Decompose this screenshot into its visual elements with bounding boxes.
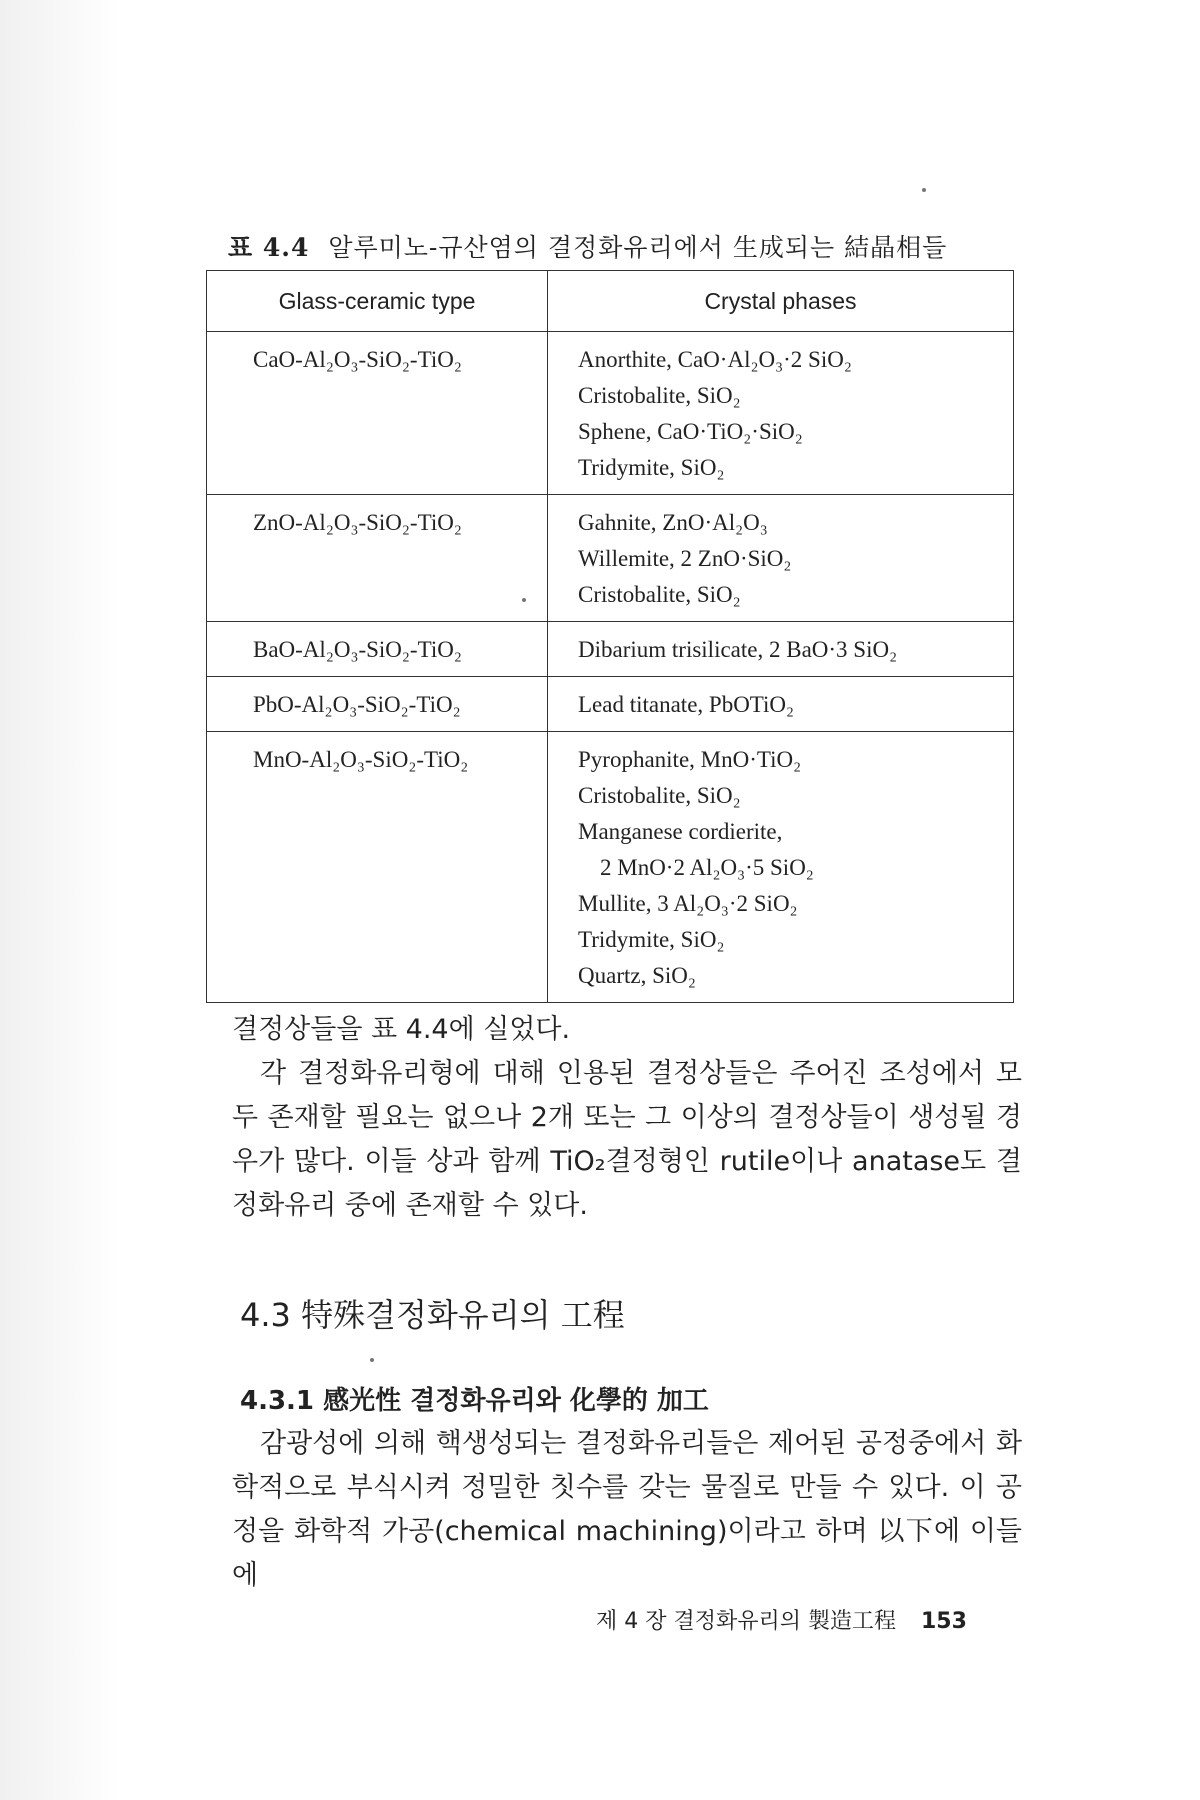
- glass-type-cell: BaO-Al₂O₃-SiO₂-TiO₂: [207, 622, 548, 677]
- table-caption: [228, 228, 947, 264]
- crystal-phases-cell: [548, 622, 1014, 677]
- table-header-row: [207, 271, 1014, 332]
- phase-line: Tridymite, SiO₂: [578, 927, 725, 952]
- phase-line: Pyrophanite, MnO·TiO₂: [578, 747, 802, 772]
- crystal-phases-cell: [548, 677, 1014, 732]
- paragraph-chemical-machining: [232, 1422, 1022, 1598]
- phase-line: Sphene, CaO·TiO₂·SiO₂: [578, 419, 803, 444]
- table-row: [207, 495, 1014, 622]
- phase-line: Dibarium trisilicate, 2 BaO·3 SiO₂: [578, 637, 898, 662]
- glass-type-cell: CaO-Al₂O₃-SiO₂-TiO₂: [207, 332, 548, 495]
- table-row: [207, 332, 1014, 495]
- print-speck: [922, 188, 926, 192]
- phase-line: Tridymite, SiO₂: [578, 455, 725, 480]
- print-speck: [370, 1358, 374, 1362]
- phase-line: 2 MnO·2 Al₂O₃·5 SiO₂: [600, 855, 814, 880]
- glass-type-cell: MnO-Al₂O₃-SiO₂-TiO₂: [207, 732, 548, 1003]
- phase-line: Mullite, 3 Al₂O₃·2 SiO₂: [578, 891, 798, 916]
- crystal-phases-cell: [548, 732, 1014, 1003]
- phase-line: Willemite, 2 ZnO·SiO₂: [578, 546, 792, 571]
- phase-line: Anorthite, CaO·Al₂O₃·2 SiO₂: [578, 347, 852, 372]
- table-caption-text: 알루미노-규산염의 결정화유리에서 生成되는 結晶相들: [328, 233, 948, 262]
- phase-line: Cristobalite, SiO₂: [578, 383, 741, 408]
- table-caption-number: 표 4.4: [228, 233, 310, 262]
- page-number: 153: [921, 1609, 967, 1634]
- paragraph-body: 각 결정화유리형에 대해 인용된 결정상들은 주어진 조성에서 모두 존재할 필요는 없으나 2개 또는 그 이상의 결정상들이 생성될 경우가 많다. 이들 상과 함께 TiO₂결정형인 rutile이나 anatase도 결정화유리 중에 존재할 수 있다.: [232, 1058, 1022, 1221]
- glass-type-cell: ZnO-Al₂O₃-SiO₂-TiO₂: [207, 495, 548, 622]
- section-heading: 4.3 特殊결정화유리의 工程: [240, 1296, 625, 1334]
- phase-line: Cristobalite, SiO₂: [578, 582, 741, 607]
- crystal-phases-cell: [548, 332, 1014, 495]
- phase-line: Lead titanate, PbOTiO₂: [578, 692, 795, 717]
- phase-line: Manganese cordierite,: [578, 819, 783, 844]
- running-footer-chapter: 제 4 장 결정화유리의 製造工程: [596, 1609, 896, 1634]
- header-crystal-phases: Crystal phases: [548, 271, 1014, 332]
- crystal-phases-cell: [548, 495, 1014, 622]
- table-row: [207, 622, 1014, 677]
- page-gutter-shadow: [0, 0, 120, 1800]
- table-row: [207, 732, 1014, 1003]
- paragraph-line: 결정상들을 표 4.4에 실었다.: [232, 1014, 571, 1045]
- phase-line: Quartz, SiO₂: [578, 963, 696, 988]
- subsection-heading: 4.3.1 感光性 결정화유리와 化學的 加工: [240, 1386, 709, 1416]
- table-row: [207, 677, 1014, 732]
- phase-line: Cristobalite, SiO₂: [578, 783, 741, 808]
- paragraph-table-reference: [232, 1008, 1022, 1228]
- page-footer: [596, 1604, 967, 1635]
- phase-line: Gahnite, ZnO·Al₂O₃: [578, 510, 768, 535]
- glass-type-cell: PbO-Al₂O₃-SiO₂-TiO₂: [207, 677, 548, 732]
- paragraph-body: 감광성에 의해 핵생성되는 결정화유리들은 제어된 공정중에서 화학적으로 부식시켜 정밀한 칫수를 갖는 물질로 만들 수 있다. 이 공정을 화학적 가공(chemical machining)이라고 하며 以下에 이들에: [232, 1428, 1022, 1591]
- print-speck: [522, 598, 526, 602]
- header-glass-ceramic-type: Glass-ceramic type: [207, 271, 548, 332]
- crystal-phases-table: [206, 270, 1014, 1003]
